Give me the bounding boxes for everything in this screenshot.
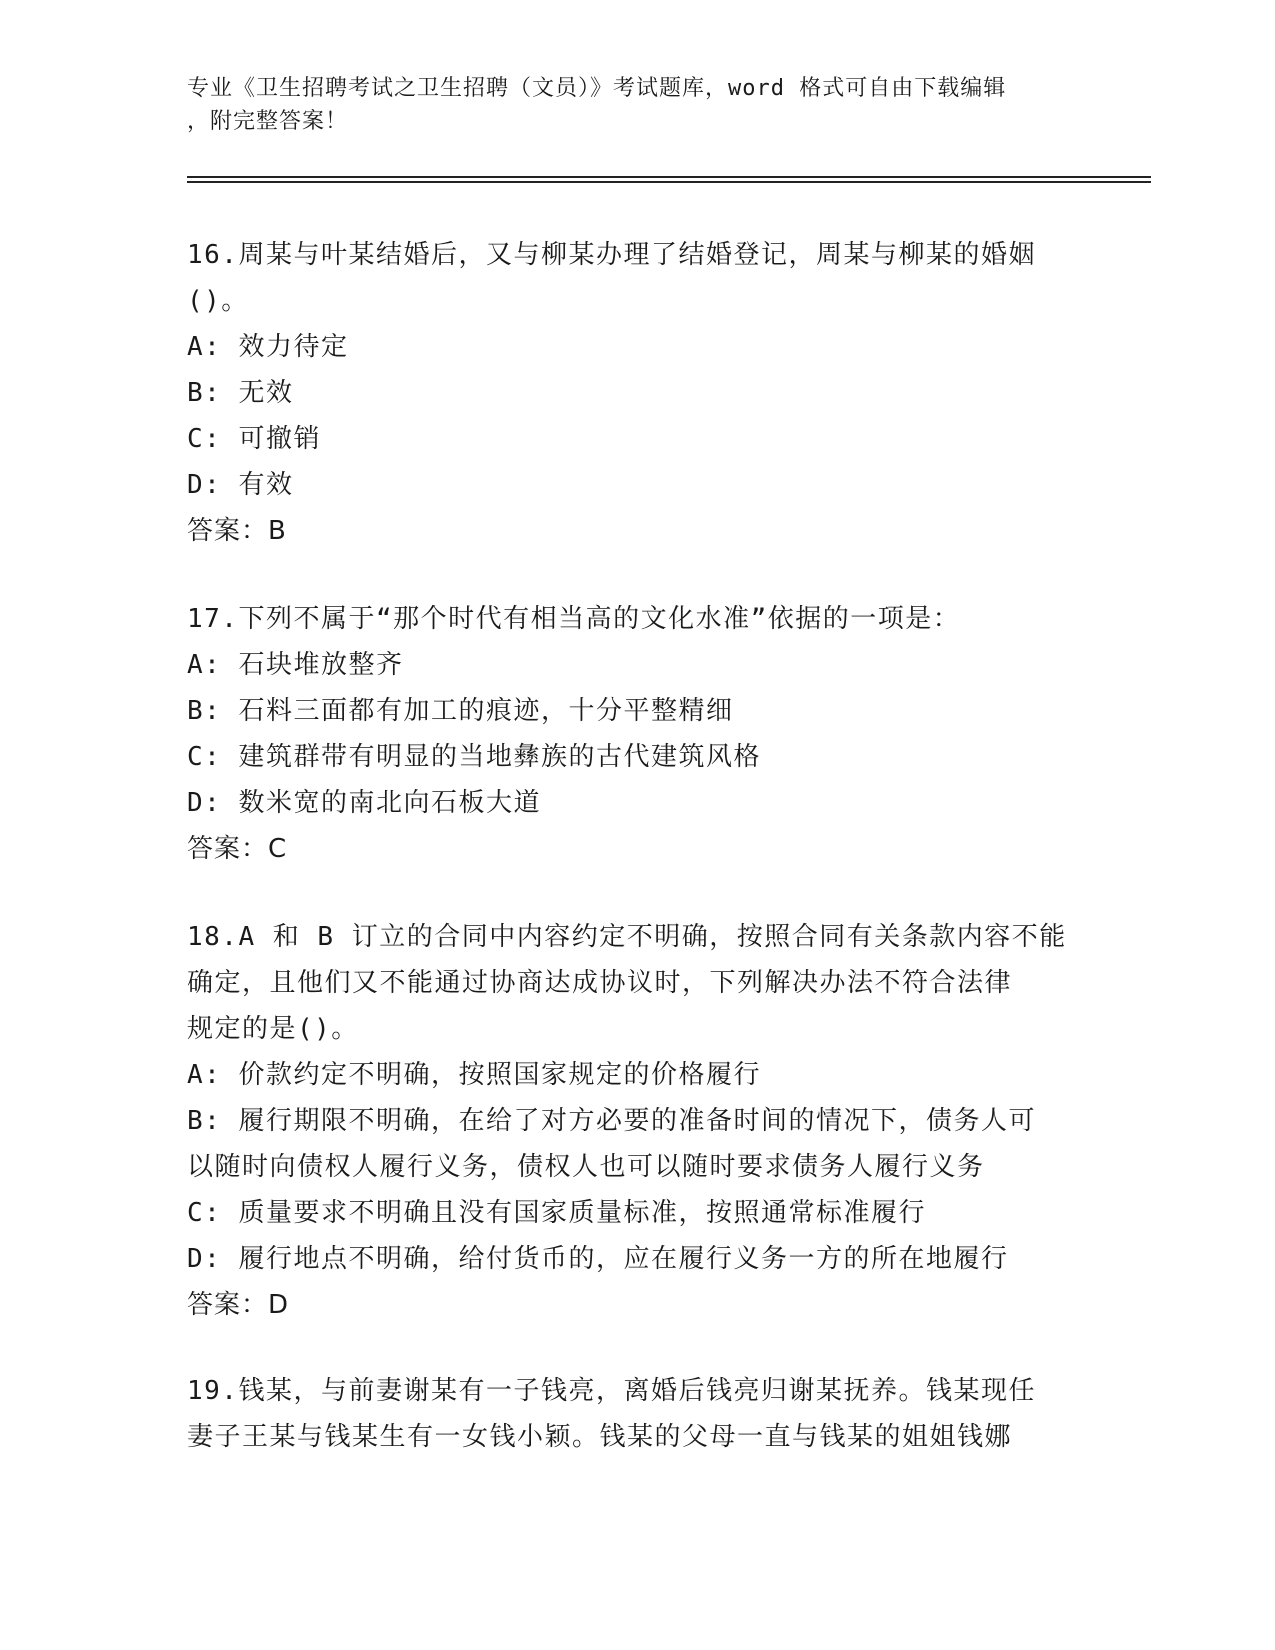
option-b: B: 石料三面都有加工的痕迹，十分平整精细 [187, 696, 734, 726]
question-stem-line: 16.周某与叶某结婚后，又与柳某办理了结婚登记，周某与柳某的婚姻 [187, 240, 1036, 270]
option-b-continued: 以随时向债权人履行义务，债权人也可以随时要求债务人履行义务 [187, 1152, 985, 1182]
question-19 [187, 1368, 1087, 1460]
question-stem-line: 17.下列不属于“那个时代有相当高的文化水准”依据的一项是： [187, 604, 961, 634]
option-d: D: 履行地点不明确，给付货币的，应在履行义务一方的所在地履行 [187, 1244, 1009, 1274]
option-a: A: 效力待定 [187, 332, 349, 362]
question-17 [187, 596, 1087, 872]
question-stem-line: 妻子王某与钱某生有一女钱小颖。钱某的父母一直与钱某的姐姐钱娜 [187, 1422, 1013, 1452]
header-divider-bottom [187, 181, 1151, 183]
header-divider-top [187, 176, 1151, 178]
question-stem-line: 确定，且他们又不能通过协商达成协议时，下列解决办法不符合法律 [187, 968, 1013, 998]
option-b: B: 履行期限不明确，在给了对方必要的准备时间的情况下，债务人可 [187, 1106, 1036, 1136]
option-b: B: 无效 [187, 378, 294, 408]
option-c: C: 建筑群带有明显的当地彝族的古代建筑风格 [187, 742, 761, 772]
question-stem-line: ()。 [187, 286, 249, 316]
answer-line: 答案：D [187, 1290, 290, 1320]
option-d: D: 数米宽的南北向石板大道 [187, 788, 541, 818]
option-c: C: 可撤销 [187, 424, 321, 454]
option-a: A: 石块堆放整齐 [187, 650, 404, 680]
answer-line: 答案：B [187, 516, 287, 546]
header-line-1: 专业《卫生招聘考试之卫生招聘（文员）》考试题库，word 格式可自由下载编辑 [187, 76, 1007, 101]
document-header [187, 72, 1087, 138]
question-18 [187, 914, 1087, 1328]
question-stem-line: 19.钱某，与前妻谢某有一子钱亮，离婚后钱亮归谢某抚养。钱某现任 [187, 1376, 1036, 1406]
option-d: D: 有效 [187, 470, 294, 500]
question-stem-line: 规定的是()。 [187, 1014, 359, 1044]
header-line-2: ，附完整答案！ [187, 109, 349, 134]
answer-line: 答案：C [187, 834, 288, 864]
question-stem-line: 18.A 和 B 订立的合同中内容约定不明确，按照合同有关条款内容不能 [187, 922, 1067, 952]
option-c: C: 质量要求不明确且没有国家质量标准，按照通常标准履行 [187, 1198, 926, 1228]
option-a: A: 价款约定不明确，按照国家规定的价格履行 [187, 1060, 761, 1090]
question-16 [187, 232, 1087, 554]
